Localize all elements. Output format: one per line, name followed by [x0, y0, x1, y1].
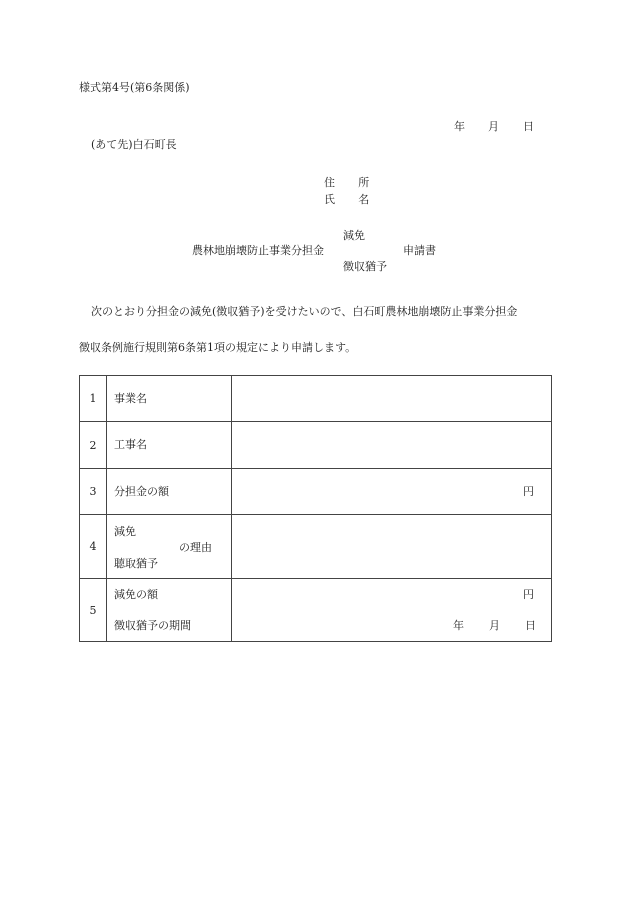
application-table	[79, 375, 552, 642]
date-year-label: 年	[454, 120, 465, 133]
row-number: 1	[80, 376, 107, 422]
reason-label-suffix: の理由	[179, 541, 212, 554]
title-suffix: 申請書	[403, 244, 436, 257]
construction-name-label: 工事名	[114, 438, 147, 451]
title-option-deferral: 徴収猶予	[343, 260, 387, 273]
row-label-cell	[107, 469, 232, 515]
period-year-label: 年	[453, 619, 464, 632]
row-number: 4	[80, 515, 107, 579]
row-number: 3	[80, 469, 107, 515]
row-number: 5	[80, 579, 107, 642]
title-option-reduction: 減免	[343, 229, 365, 242]
row-label-cell	[107, 422, 232, 469]
yen-unit: 円	[523, 588, 534, 601]
addressee: (あて先)白石町長	[91, 138, 177, 151]
table-row-reason	[80, 515, 552, 579]
project-name-label: 事業名	[114, 392, 147, 405]
construction-name-field[interactable]	[232, 422, 552, 469]
form-number: 様式第4号(第6条関係)	[79, 81, 190, 94]
reason-label-reduction: 減免	[114, 525, 136, 538]
reduction-amount-field[interactable]	[232, 579, 552, 642]
body-line-1: 次のとおり分担金の減免(徴収猶予)を受けたいので、白石町農林地崩壊防止事業分担金	[91, 305, 518, 318]
row-label-cell	[107, 579, 232, 642]
period-day-label: 日	[525, 619, 536, 632]
contribution-amount-label: 分担金の額	[114, 485, 169, 498]
reason-label-deferral: 聴取猶予	[114, 557, 158, 570]
table-row-project-name	[80, 376, 552, 422]
yen-unit: 円	[523, 485, 534, 498]
table-row-reduction-amount	[80, 579, 552, 642]
row-label-cell	[107, 515, 232, 579]
name-label: 氏 名	[324, 193, 380, 206]
row-label-cell	[107, 376, 232, 422]
table-row-contribution-amount	[80, 469, 552, 515]
title-main: 農林地崩壊防止事業分担金	[192, 244, 324, 257]
table-row-construction-name	[80, 422, 552, 469]
address-label: 住 所	[324, 176, 380, 189]
deferral-period-label: 徴収猶予の期間	[114, 619, 191, 632]
date-month-label: 月	[488, 120, 499, 133]
project-name-field[interactable]	[232, 376, 552, 422]
reason-field[interactable]	[232, 515, 552, 579]
row-number: 2	[80, 422, 107, 469]
date-day-label: 日	[523, 120, 534, 133]
reduction-amount-label: 減免の額	[114, 588, 158, 601]
contribution-amount-field[interactable]	[232, 469, 552, 515]
body-line-2: 徴収条例施行規則第6条第1項の規定により申請します。	[79, 341, 357, 354]
period-month-label: 月	[489, 619, 500, 632]
